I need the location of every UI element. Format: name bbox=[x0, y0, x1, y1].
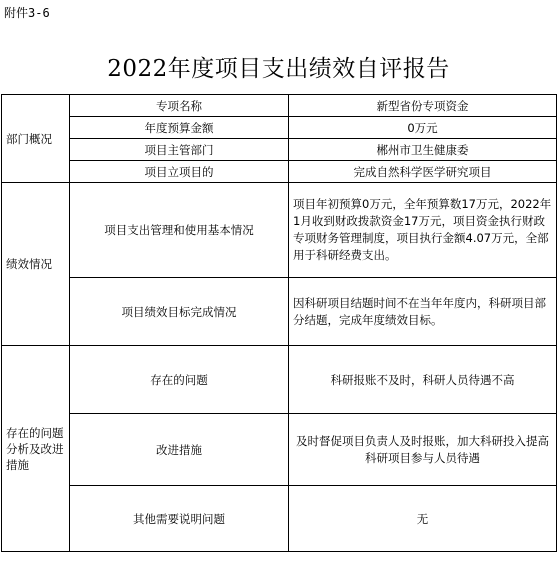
row-label-other-issues: 其他需要说明问题 bbox=[70, 486, 289, 552]
table-row bbox=[2, 183, 557, 278]
row-value-existing-issues: 科研报账不及时，科研人员待遇不高 bbox=[289, 346, 557, 414]
row-value-goal-completion: 因科研项目结题时间不在当年年度内，科研项目部分结题，完成年度绩效目标。 bbox=[289, 278, 557, 346]
annex-label: 附件3-6 bbox=[4, 6, 50, 20]
row-value-improvement-measures: 及时督促项目负责人及时报账，加大科研投入提高科研项目参与人员待遇 bbox=[289, 414, 557, 486]
table-row bbox=[2, 95, 557, 117]
row-label-goal-completion: 项目绩效目标完成情况 bbox=[70, 278, 289, 346]
table-row bbox=[2, 486, 557, 552]
row-value-project-purpose: 完成自然科学医学研究项目 bbox=[289, 161, 557, 183]
row-label-expenditure-management: 项目支出管理和使用基本情况 bbox=[70, 183, 289, 278]
category-department-overview: 部门概况 bbox=[2, 95, 70, 183]
category-issues-and-improvements: 存在的问题分析及改进措施 bbox=[2, 346, 70, 552]
row-label-existing-issues: 存在的问题 bbox=[70, 346, 289, 414]
table-row bbox=[2, 346, 557, 414]
table-row bbox=[2, 278, 557, 346]
row-label-annual-budget: 年度预算金额 bbox=[70, 117, 289, 139]
report-title: 2022年度项目支出绩效自评报告 bbox=[107, 56, 450, 82]
table-row bbox=[2, 414, 557, 486]
table-row bbox=[2, 139, 557, 161]
row-label-improvement-measures: 改进措施 bbox=[70, 414, 289, 486]
row-value-project-name: 新型省份专项资金 bbox=[289, 95, 557, 117]
row-label-project-purpose: 项目立项目的 bbox=[70, 161, 289, 183]
row-value-expenditure-management: 项目年初预算0万元，全年预算数17万元，2022年1月收到财政拨款资金17万元，项目资金执行财政专项财务管理制度，项目执行金额4.07万元，全部用于科研经费支出。 bbox=[289, 183, 557, 278]
report-table bbox=[1, 94, 557, 552]
row-label-supervising-department: 项目主管部门 bbox=[70, 139, 289, 161]
table-row bbox=[2, 117, 557, 139]
table-row bbox=[2, 161, 557, 183]
row-value-other-issues: 无 bbox=[289, 486, 557, 552]
category-performance: 绩效情况 bbox=[2, 183, 70, 346]
row-value-supervising-department: 郴州市卫生健康委 bbox=[289, 139, 557, 161]
row-value-annual-budget: 0万元 bbox=[289, 117, 557, 139]
row-label-project-name: 专项名称 bbox=[70, 95, 289, 117]
